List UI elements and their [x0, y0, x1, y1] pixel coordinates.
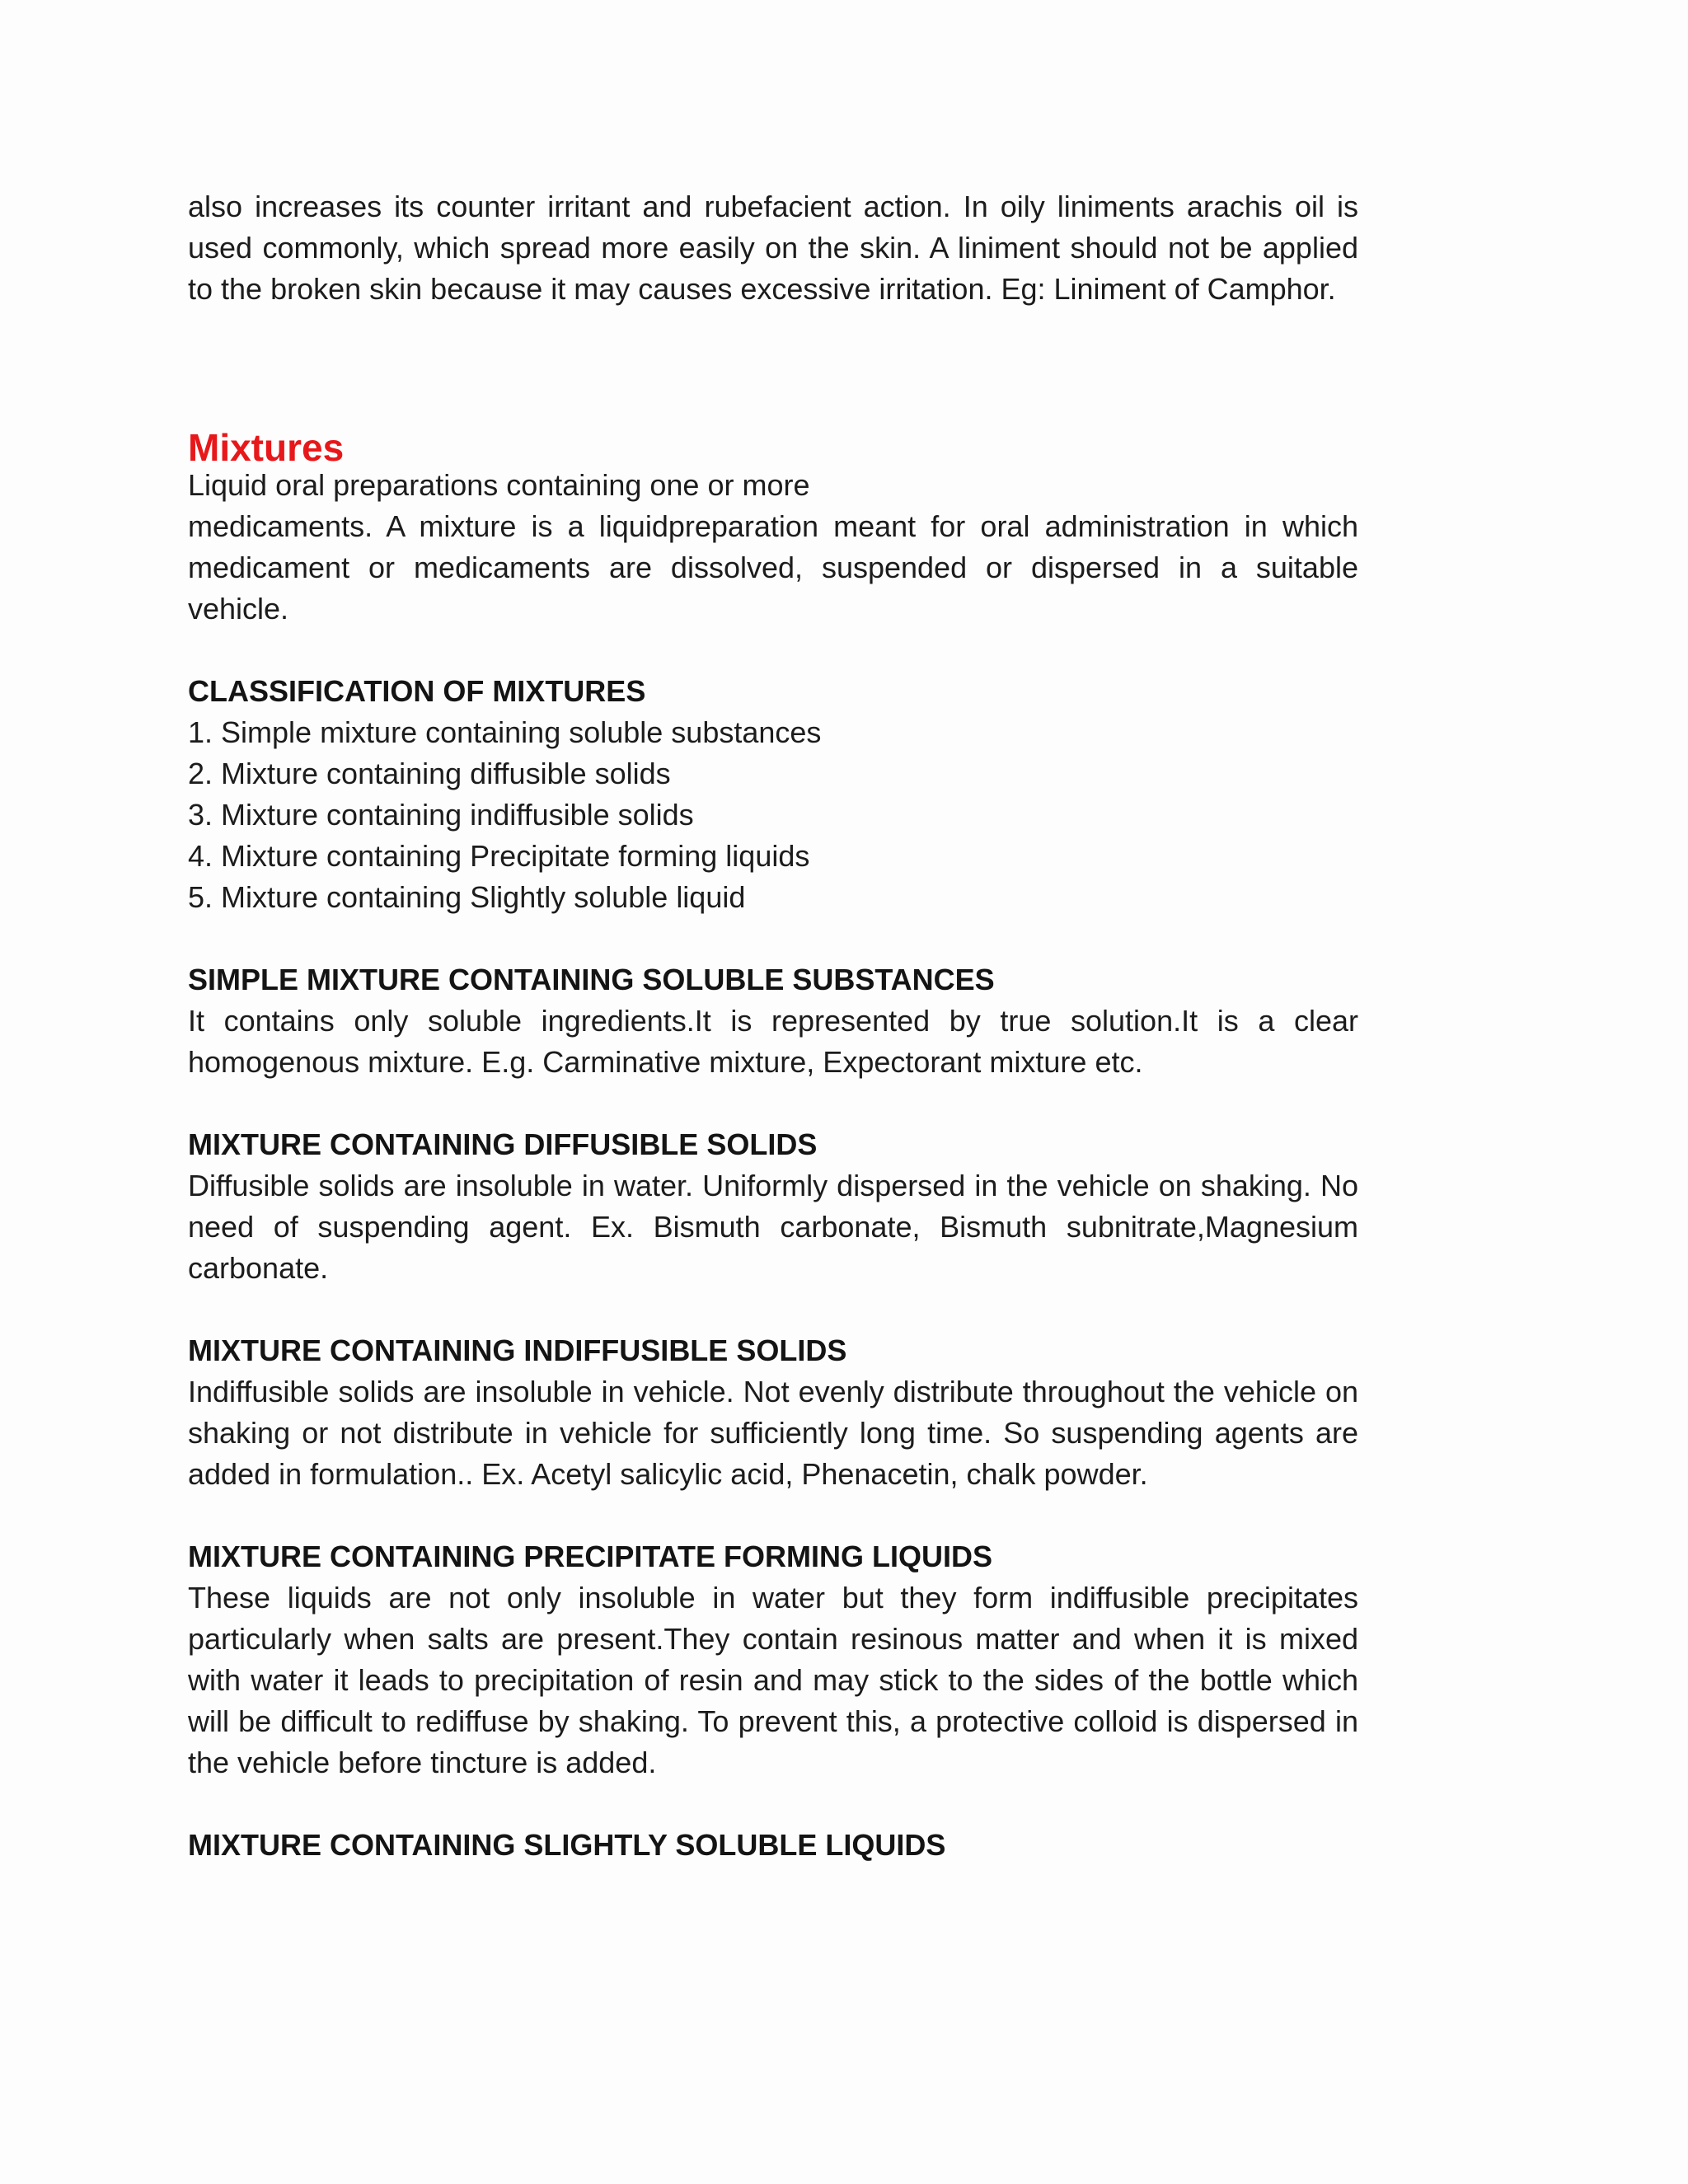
- spacer: [188, 1289, 1358, 1330]
- spacer: [188, 1783, 1358, 1825]
- intro-paragraph: also increases its counter irritant and rubefacient action. In oily liniments arachis oil is used commonly, which spread more easily on the skin. A liniment should not be applied to the broken skin because it may causes excessive irritation. Eg: Liniment of Camphor.: [188, 190, 1358, 306]
- spacer: [188, 918, 1358, 959]
- section-body-indiffusible-solids: Indiffusible solids are insoluble in vehicle. Not evenly distribute throughout the vehicle on shaking or not distribute in vehicle for sufficiently long time. So suspending agents are added in formulation.. Ex. Acetyl salicylic acid, Phenacetin, chalk powder.: [188, 1375, 1358, 1491]
- mixtures-title: Mixtures: [188, 426, 345, 469]
- section-body-diffusible-solids: Diffusible solids are insoluble in water. Uniformly dispersed in the vehicle on shaking. No need of suspending agent. Ex. Bismuth carbonate, Bismuth subnitrate,Magnesium carbonate.: [188, 1169, 1358, 1285]
- classification-item: 4. Mixture containing Precipitate forming liquids: [188, 839, 810, 873]
- classification-item: 1. Simple mixture containing soluble substances: [188, 715, 822, 749]
- classification-item: 2. Mixture containing diffusible solids: [188, 757, 671, 790]
- classification-item: 3. Mixture containing indiffusible solids: [188, 798, 694, 832]
- mixtures-definition-body: medicaments. A mixture is a liquidpreparation meant for oral administration in which medicament or medicaments are dissolved, suspended or dispersed in a suitable vehicle.: [188, 509, 1358, 626]
- mixtures-definition-first-line: Liquid oral preparations containing one or more: [188, 468, 810, 502]
- section-heading-diffusible-solids: MIXTURE CONTAINING DIFFUSIBLE SOLIDS: [188, 1127, 818, 1161]
- document-page: [188, 0, 1358, 1866]
- section-heading-slightly-soluble-liquids: MIXTURE CONTAINING SLIGHTLY SOLUBLE LIQUIDS: [188, 1828, 946, 1862]
- section-heading-simple-mixture: SIMPLE MIXTURE CONTAINING SOLUBLE SUBSTANCES: [188, 963, 995, 996]
- section-heading-indiffusible-solids: MIXTURE CONTAINING INDIFFUSIBLE SOLIDS: [188, 1333, 847, 1367]
- section-body-simple-mixture: It contains only soluble ingredients.It is represented by true solution.It is a clear homogenous mixture. E.g. Carminative mixture, Expectorant mixture etc.: [188, 1004, 1358, 1079]
- spacer: [188, 630, 1358, 671]
- spacer: [188, 1083, 1358, 1124]
- spacer: [188, 1495, 1358, 1536]
- section-heading-precipitate-forming-liquids: MIXTURE CONTAINING PRECIPITATE FORMING LIQUIDS: [188, 1540, 992, 1573]
- classification-list: [188, 712, 1358, 918]
- section-body-precipitate-forming-liquids: These liquids are not only insoluble in water but they form indiffusible precipitates particularly when salts are present.They contain resinous matter and when it is mixed with water it leads to precipitation of resin and may stick to the sides of the bottle which will be difficult to rediffuse by shaking. To prevent this, a protective colloid is dispersed in the vehicle before tincture is added.: [188, 1581, 1358, 1779]
- classification-heading: CLASSIFICATION OF MIXTURES: [188, 674, 646, 708]
- classification-item: 5. Mixture containing Slightly soluble liquid: [188, 880, 746, 914]
